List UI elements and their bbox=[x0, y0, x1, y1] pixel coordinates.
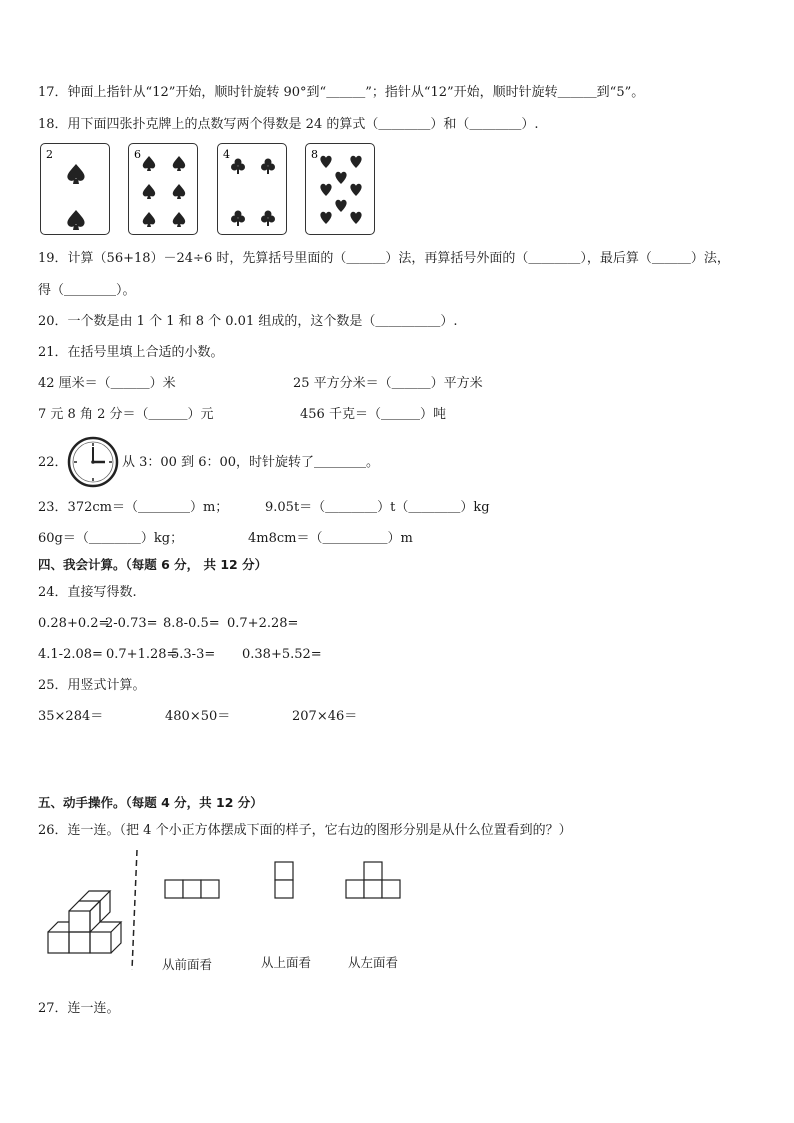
question-21: 21．在括号里填上合适的小数。 bbox=[38, 345, 224, 360]
card-rank: 6 bbox=[134, 148, 141, 161]
question-27: 27．连一连。 bbox=[38, 1001, 120, 1016]
spade-icon bbox=[67, 210, 84, 230]
calc-0-7-plus-2-28: 0.7+2.28= bbox=[227, 616, 299, 631]
question-19-line1: 19．计算（56+18）－24÷6 时，先算括号里面的（＿＿＿）法，再算括号外面的（＿＿＿＿），最后算（＿＿＿）法， bbox=[38, 251, 730, 266]
question-21-item3: 7 元 8 角 2 分＝（＿＿＿）元 bbox=[38, 407, 214, 422]
question-23-item4: 4m8cm＝（＿＿＿＿＿）m bbox=[248, 531, 413, 546]
question-22-text: 从 3：00 到 6：00，时针旋转了＿＿＿＿。 bbox=[122, 455, 380, 470]
calc-0-38-plus-5-52: 0.38+5.52= bbox=[242, 647, 322, 662]
calc-480-times-50: 480×50＝ bbox=[165, 709, 231, 724]
cube-stack-icon bbox=[48, 891, 121, 953]
calc-0-28-plus-0-2: 0.28+0.2= bbox=[38, 616, 110, 631]
question-21-item4: 456 千克＝（＿＿＿）吨 bbox=[300, 407, 446, 422]
section-5-heading: 五、动手操作。（每题 4 分，共 12 分） bbox=[38, 795, 263, 810]
question-25: 25．用竖式计算。 bbox=[38, 678, 146, 693]
dashed-divider bbox=[132, 850, 137, 970]
question-26: 26．连一连。（把 4 个小正方体摆成下面的样子，它右边的图形分别是从什么位置看到的？） bbox=[38, 823, 572, 838]
question-17: 17．钟面上指针从“12”开始，顺时针旋转 90°到“＿＿＿”；指针从“12”开始，顺时针旋转＿＿＿到“5”。 bbox=[38, 85, 645, 100]
spade-icon bbox=[143, 156, 185, 227]
calc-5-3-minus-3: 5.3-3= bbox=[171, 647, 216, 662]
spade-icon bbox=[67, 164, 84, 184]
card-rank: 2 bbox=[46, 148, 53, 161]
question-23-item3: 60g＝（＿＿＿＿）kg； bbox=[38, 531, 184, 546]
label-front-view: 从前面看 bbox=[162, 957, 213, 972]
playing-card-3 bbox=[217, 143, 287, 235]
label-top-view: 从上面看 bbox=[261, 955, 312, 970]
club-icon bbox=[231, 159, 275, 227]
section-4-heading: 四、我会计算。（每题 6 分， 共 12 分） bbox=[38, 557, 268, 572]
calc-8-8-minus-0-5: 8.8-0.5= bbox=[163, 616, 220, 631]
label-left-view: 从左面看 bbox=[348, 955, 399, 970]
question-24: 24．直接写得数. bbox=[38, 585, 137, 600]
question-21-item1: 42 厘米＝（＿＿＿）米 bbox=[38, 376, 176, 391]
playing-card-2 bbox=[128, 143, 198, 235]
front-view-icon bbox=[165, 880, 219, 898]
left-view-icon bbox=[346, 862, 400, 898]
top-view-icon bbox=[275, 862, 293, 898]
calc-35-times-284: 35×284＝ bbox=[38, 709, 104, 724]
question-22-number: 22． bbox=[38, 455, 68, 470]
calc-2-minus-0-73: 2-0.73= bbox=[105, 616, 158, 631]
calc-0-7-plus-1-28: 0.7+1.28= bbox=[106, 647, 178, 662]
question-23-item1: 23．372cm＝（＿＿＿＿）m； bbox=[38, 500, 229, 515]
question-20: 20．一个数是由 1 个 1 和 8 个 0.01 组成的，这个数是（＿＿＿＿＿）. bbox=[38, 314, 458, 329]
clock-icon bbox=[67, 436, 119, 488]
question-23-item2: 9.05t＝（＿＿＿＿）t（＿＿＿＿）kg bbox=[265, 500, 490, 515]
question-18: 18．用下面四张扑克牌上的点数写两个得数是 24 的算式（＿＿＿＿）和（＿＿＿＿）. bbox=[38, 117, 539, 132]
playing-card-4 bbox=[305, 143, 375, 235]
heart-icon bbox=[320, 156, 361, 224]
card-rank: 8 bbox=[311, 148, 318, 161]
card-rank: 4 bbox=[223, 148, 230, 161]
question-19-line2: 得（＿＿＿＿）。 bbox=[38, 283, 136, 298]
calc-4-1-minus-2-08: 4.1-2.08= bbox=[38, 647, 103, 662]
playing-card-1 bbox=[40, 143, 110, 235]
question-21-item2: 25 平方分米＝（＿＿＿）平方米 bbox=[293, 376, 483, 391]
calc-207-times-46: 207×46＝ bbox=[292, 709, 358, 724]
